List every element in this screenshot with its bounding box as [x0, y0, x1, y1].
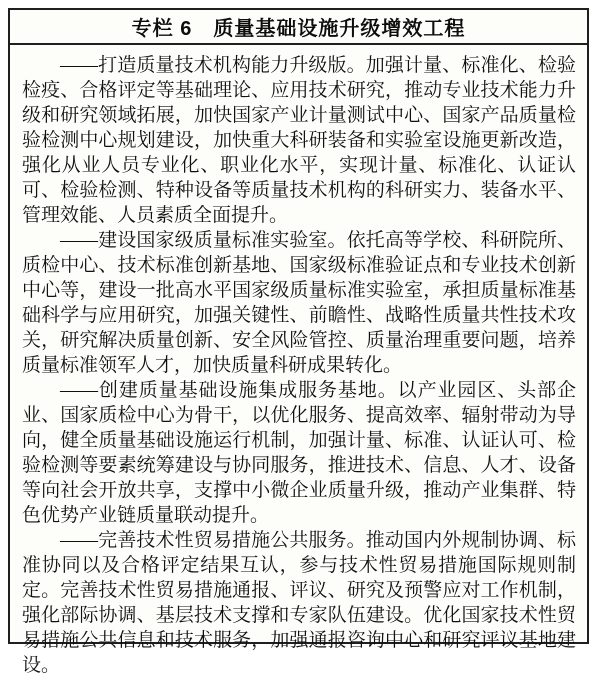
paragraph-integrated-service-bases: ——创建质量基础设施集成服务基地。以产业园区、头部企业、国家质检中心为骨干，以优化服务、提高效率、辐射带动为导向，健全质量基础设施运行机制，加强计量、标准、认证认可、检验检测等要素统筹建设与协同服务，推进技术、信息、人才、设备等向社会开放共享，支撑中小微企业质量升级，推动产业集群、特色优势产业链质量联动提升。 — [22, 380, 576, 526]
column-title-row — [10, 10, 587, 45]
column-title: 专栏 6 质量基础设施升级增效工程 — [131, 18, 466, 40]
paragraph-national-quality-standard-labs: ——建设国家级质量标准实验室。依托高等学校、科研院所、质检中心、技术标准创新基地、国家级标准验证点和专业技术创新中心等，建设一批高水平国家级质量标准实验室，承担质量标准基础科学与应用研究，加强关键性、前瞻性、战略性质量共性技术攻关，研究解决质量创新、安全风险管控、质量治理重要问题，培养质量标准领军人才，加快质量科研成果转化。 — [22, 230, 576, 376]
column-box — [8, 8, 589, 676]
column-body — [10, 45, 587, 678]
paragraph-technical-trade-measures: ——完善技术性贸易措施公共服务。推动国内外规制协调、标准协同以及合格评定结果互认，参与技术性贸易措施国际规则制定。完善技术性贸易措施通报、评议、研究及预警应对工作机制，强化部际协调、基层技术支撑和专家队伍建设。优化国家技术性贸易措施公共信息和技术服务，加强通报咨询中心和研究评议基地建设。 — [22, 530, 576, 676]
paragraph-quality-tech-institutions: ——打造质量技术机构能力升级版。加强计量、标准化、检验检疫、合格评定等基础理论、应用技术研究，推动专业技术能力升级和研究领域拓展，加快国家产业计量测试中心、国家产品质量检验检测中心规划建设，加快重大科研装备和实验室设施更新改造，强化从业人员专业化、职业化水平，实现计量、标准化、认证认可、检验检测、特种设备等质量技术机构的科研实力、装备水平、管理效能、人员素质全面提升。 — [22, 55, 576, 226]
